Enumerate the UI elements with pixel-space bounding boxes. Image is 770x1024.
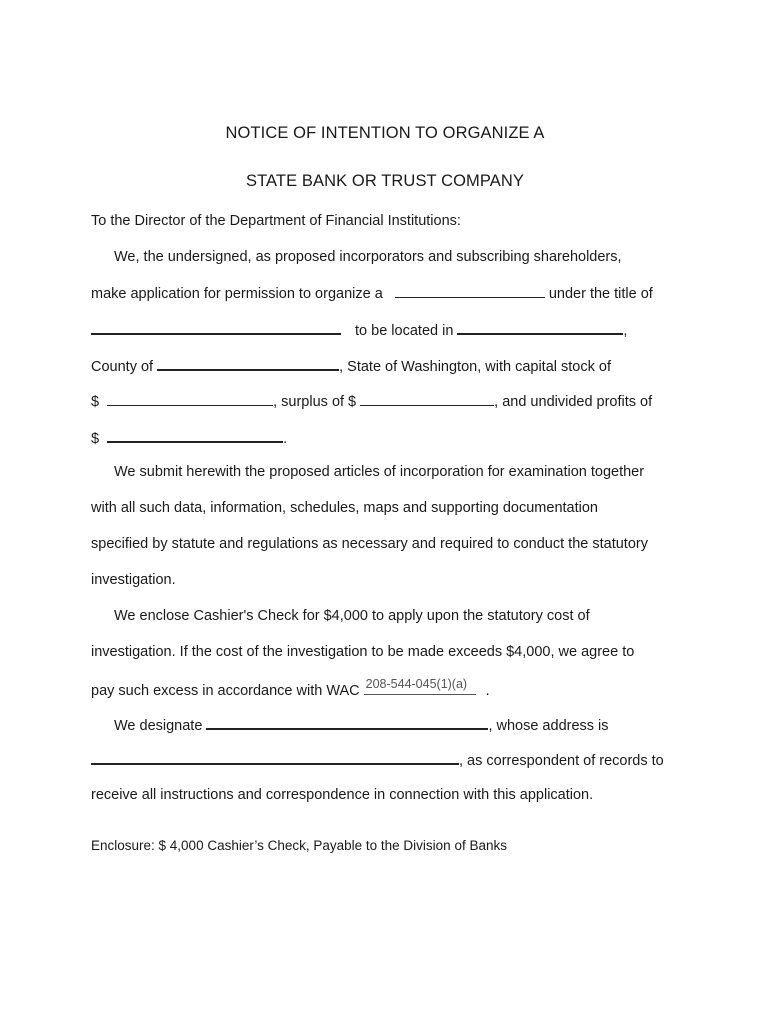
wac-reference-field[interactable]: [364, 679, 476, 695]
text-segment: make application for permission to organize a: [91, 286, 383, 302]
paragraph-3-line-1: We enclose Cashier's Check for $4,000 to apply upon the statutory cost of: [114, 608, 590, 624]
text-segment: to be located in: [355, 323, 454, 339]
text-segment: $: [91, 431, 100, 447]
paragraph-2-line-2: with all such data, information, schedules, maps and supporting documentation: [91, 500, 598, 516]
entity-type-field[interactable]: [395, 284, 545, 298]
text-segment: under the title of: [548, 286, 653, 302]
paragraph-4-line-2: [91, 750, 664, 770]
text-segment: ,: [623, 323, 628, 339]
text-segment: , State of Washington, with capital stock of: [339, 359, 611, 375]
paragraph-3-line-2: investigation. If the cost of the investigation to be made exceeds $4,000, we agree to: [91, 644, 635, 660]
title-line-1: NOTICE OF INTENTION TO ORGANIZE A: [225, 124, 545, 142]
paragraph-1-line-2: [91, 284, 653, 303]
text-segment: County of: [91, 359, 154, 375]
paragraph-1-line-1: We, the undersigned, as proposed incorporators and subscribing shareholders,: [114, 249, 622, 265]
paragraph-1-line-6: [91, 428, 287, 448]
text-segment: .: [485, 683, 490, 699]
text-segment: , surplus of $: [273, 394, 357, 410]
text-segment: , as correspondent of records to: [459, 753, 664, 769]
text-segment: pay such excess in accordance with WAC: [91, 683, 360, 699]
paragraph-4-line-3: receive all instructions and correspondence in connection with this application.: [91, 787, 594, 803]
wac-reference-value: 208-544-045(1)(a): [365, 677, 468, 691]
paragraph-3-line-3: [91, 679, 490, 700]
location-field[interactable]: [457, 320, 623, 335]
designee-field[interactable]: [206, 715, 488, 730]
surplus-field[interactable]: [360, 392, 494, 406]
paragraph-2-line-4: investigation.: [91, 572, 176, 588]
text-segment: , and undivided profits of: [494, 394, 653, 410]
enclosure-note: Enclosure: $ 4,000 Cashier’s Check, Payable to the Division of Banks: [91, 838, 507, 853]
text-segment: , whose address is: [488, 718, 609, 734]
paragraph-1-line-4: [91, 356, 611, 376]
bank-title-field[interactable]: [91, 320, 341, 335]
paragraph-1-line-5: [91, 392, 652, 411]
paragraph-4-line-1: [114, 715, 609, 735]
paragraph-1-line-3: [91, 320, 627, 340]
paragraph-2-line-1: We submit herewith the proposed articles of incorporation for examination together: [114, 464, 645, 480]
capital-stock-field[interactable]: [107, 392, 273, 406]
salutation: To the Director of the Department of Financial Institutions:: [91, 213, 461, 229]
text-segment: $: [91, 394, 100, 410]
title-line-2: STATE BANK OR TRUST COMPANY: [245, 172, 525, 190]
text-segment: .: [283, 431, 288, 447]
paragraph-2-line-3: specified by statute and regulations as necessary and required to conduct the statutory: [91, 536, 648, 552]
undivided-profits-field[interactable]: [107, 428, 283, 443]
text-segment: We designate: [114, 718, 203, 734]
designee-address-field[interactable]: [91, 750, 459, 765]
county-field[interactable]: [157, 356, 339, 371]
